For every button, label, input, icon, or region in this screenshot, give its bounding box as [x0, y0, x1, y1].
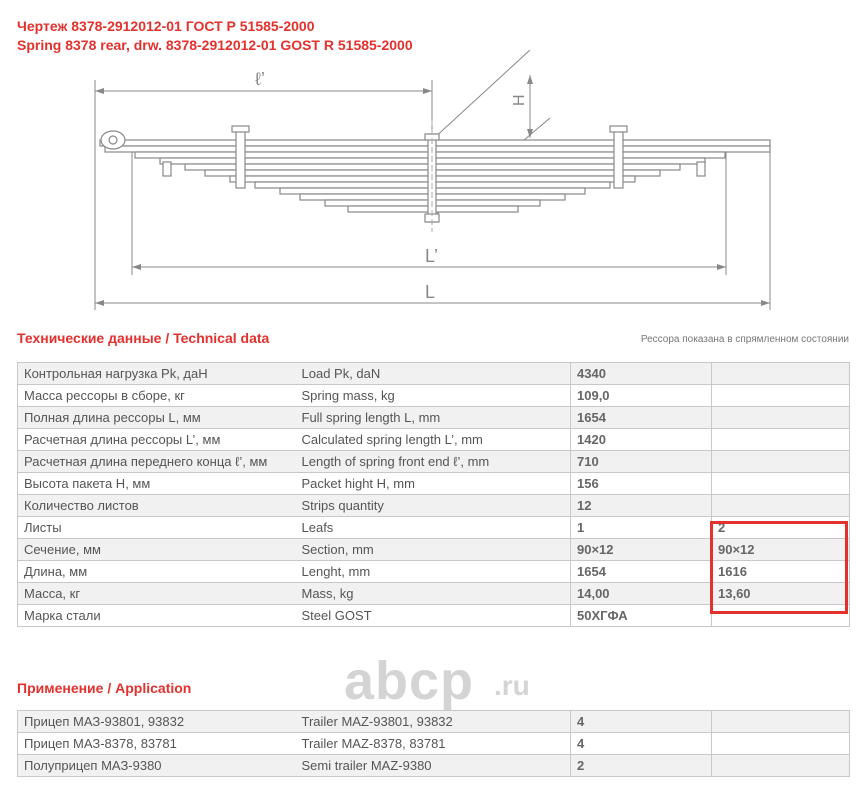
spec-row: [18, 407, 850, 429]
label-en: Trailer MAZ-93801, 93832: [296, 711, 571, 733]
value-2: [712, 755, 850, 777]
value-1: 1420: [571, 429, 712, 451]
value-2: [712, 385, 850, 407]
label-en: Load Pk, daN: [296, 363, 571, 385]
label-en: Full spring length L, mm: [296, 407, 571, 429]
value-1: 2: [571, 755, 712, 777]
value-1: 1: [571, 517, 712, 539]
value-2: [712, 473, 850, 495]
spec-row: [18, 495, 850, 517]
spec-row: [18, 429, 850, 451]
label-ru: Марка стали: [18, 605, 296, 627]
label-ru: Расчетная длина рессоры L’, мм: [18, 429, 296, 451]
value-1: 1654: [571, 407, 712, 429]
label-en: Steel GOST: [296, 605, 571, 627]
value-1: 156: [571, 473, 712, 495]
label-ru: Количество листов: [18, 495, 296, 517]
label-ru: Полуприцеп МАЗ-9380: [18, 755, 296, 777]
label-ru: Прицеп МАЗ-93801, 93832: [18, 711, 296, 733]
calc-length-label: L’: [425, 246, 439, 266]
value-2: 13,60: [712, 583, 850, 605]
application-title: Применение / Application: [17, 680, 192, 696]
straightened-state-note: Рессора показана в спрямленном состоянии: [640, 334, 849, 345]
application-table: [17, 710, 850, 777]
value-2: [712, 407, 850, 429]
value-2: [712, 733, 850, 755]
value-1: 109,0: [571, 385, 712, 407]
spec-row: [18, 451, 850, 473]
value-1: 12: [571, 495, 712, 517]
label-en: Length of spring front end ℓ’, mm: [296, 451, 571, 473]
value-2: [712, 495, 850, 517]
value-1: 50ХГФА: [571, 605, 712, 627]
label-en: Mass, kg: [296, 583, 571, 605]
application-row: [18, 755, 850, 777]
label-en: Lenght, mm: [296, 561, 571, 583]
leaf-2-highlight: [710, 521, 848, 614]
label-en: Semi trailer MAZ-9380: [296, 755, 571, 777]
leaf-spring-drawing: [0, 40, 867, 315]
value-1: 4: [571, 711, 712, 733]
label-en: Leafs: [296, 517, 571, 539]
label-ru: Полная длина рессоры L, мм: [18, 407, 296, 429]
label-en: Packet hight H, mm: [296, 473, 571, 495]
value-2: 2: [712, 517, 850, 539]
value-1: 14,00: [571, 583, 712, 605]
value-1: 4: [571, 733, 712, 755]
label-en: Section, mm: [296, 539, 571, 561]
value-1: 1654: [571, 561, 712, 583]
drawing-title-en: Spring 8378 rear, drw. 8378-2912012-01 GOST R 51585-2000: [17, 37, 413, 53]
label-en: Strips quantity: [296, 495, 571, 517]
spec-row: [18, 473, 850, 495]
application-row: [18, 711, 850, 733]
abcp-watermark: [344, 650, 554, 711]
spec-row: [18, 385, 850, 407]
label-en: Calculated spring length L’, mm: [296, 429, 571, 451]
value-2: [712, 451, 850, 473]
value-1: 90×12: [571, 539, 712, 561]
front-length-label: ℓ’: [255, 69, 265, 89]
value-2: [712, 363, 850, 385]
label-ru: Высота пакета H, мм: [18, 473, 296, 495]
value-1: 710: [571, 451, 712, 473]
watermark-suffix: .ru: [494, 670, 530, 701]
value-1: 4340: [571, 363, 712, 385]
label-ru: Листы: [18, 517, 296, 539]
watermark-text: abcp: [344, 651, 475, 711]
application-row: [18, 733, 850, 755]
label-ru: Масса, кг: [18, 583, 296, 605]
label-en: Spring mass, kg: [296, 385, 571, 407]
drawing-title-ru: Чертеж 8378-2912012-01 ГОСТ Р 51585-2000: [17, 18, 315, 34]
label-ru: Длина, мм: [18, 561, 296, 583]
label-ru: Прицеп МАЗ-8378, 83781: [18, 733, 296, 755]
label-ru: Сечение, мм: [18, 539, 296, 561]
height-label: H: [511, 94, 528, 106]
value-2: [712, 711, 850, 733]
value-2: 1616: [712, 561, 850, 583]
value-2: 90×12: [712, 539, 850, 561]
label-ru: Расчетная длина переднего конца ℓ’, мм: [18, 451, 296, 473]
full-length-label: L: [425, 282, 436, 302]
spec-row: [18, 363, 850, 385]
label-ru: Контрольная нагрузка Pk, даН: [18, 363, 296, 385]
technical-data-title: Технические данные / Technical data: [17, 330, 270, 346]
label-ru: Масса рессоры в сборе, кг: [18, 385, 296, 407]
value-2: [712, 429, 850, 451]
label-en: Trailer MAZ-8378, 83781: [296, 733, 571, 755]
